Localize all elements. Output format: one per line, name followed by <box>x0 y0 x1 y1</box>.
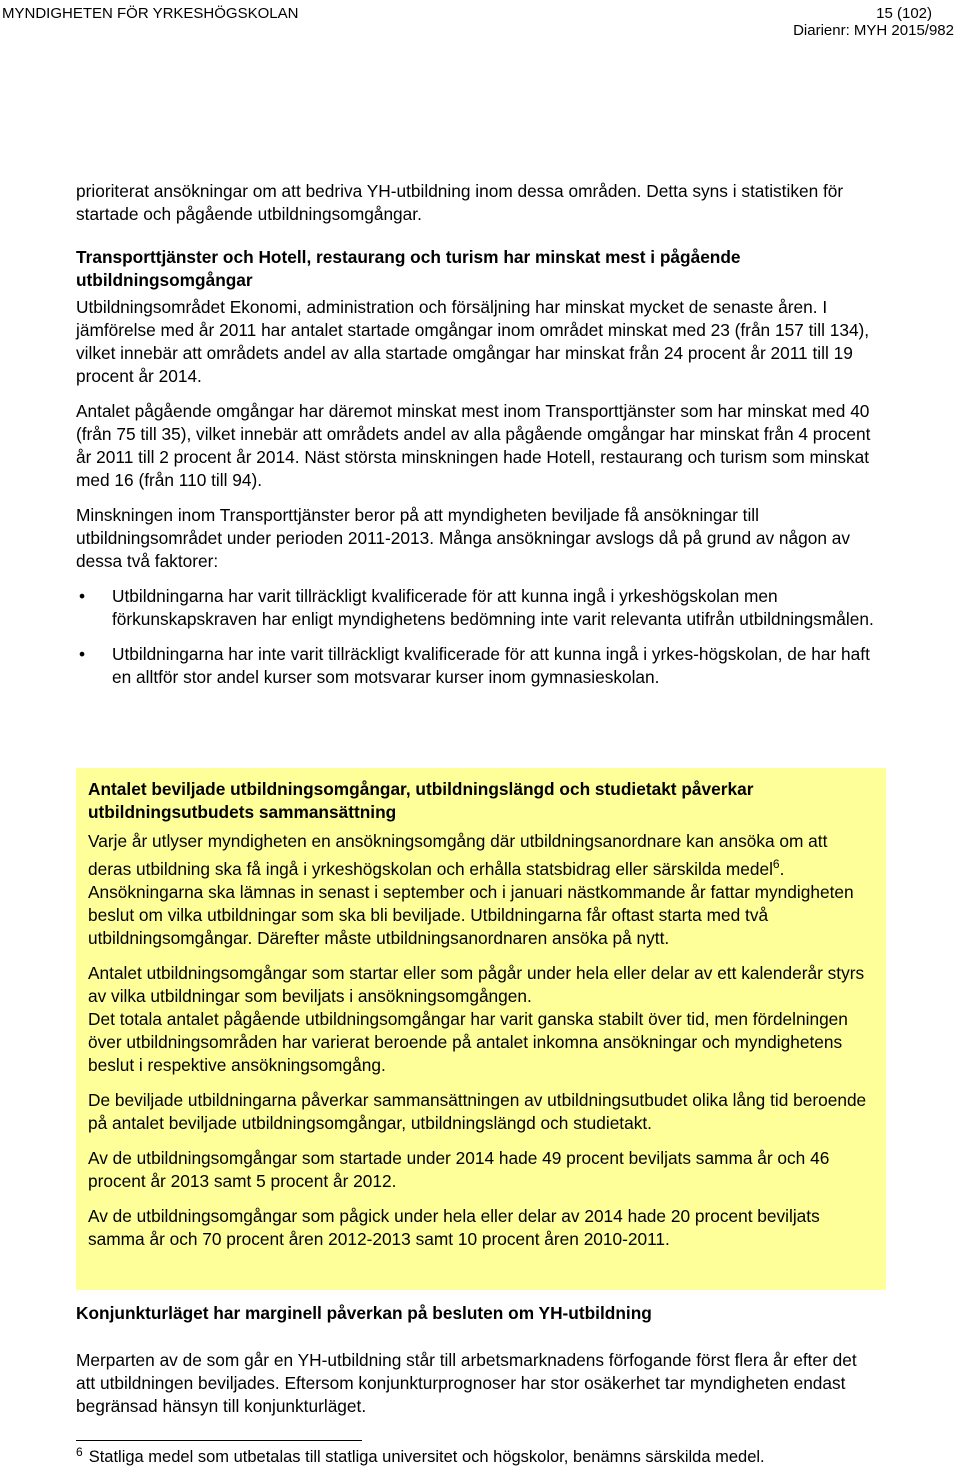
bullet-icon: • <box>79 586 86 606</box>
paragraph-transport: Antalet pågående omgångar har däremot minskat mest inom Transporttjänster som har minskat med 40 (från 75 till 35), vilket innebär att områdets andel av alla pågående omgångar har minskat från 4 procent år 2011 till 2 procent år 2014. Näst största minskningen hade Hotell, restaurang och turism som minskat med 16 (från 110 till 94). <box>76 401 871 490</box>
list-item-text: Utbildningarna har inte varit tillräckligt kvalificerade för att kunna ingå i yrkes-högskolan, de har haft en alltför stor andel kurser som motsvarar kurser inom gymnasieskolan. <box>112 644 870 687</box>
main-text <box>76 180 876 689</box>
factor-list <box>76 585 876 689</box>
fact-box-paragraph: De beviljade utbildningarna påverkar sammansättningen av utbildningsutbudet olika lång tid beroende på antalet beviljade utbildningsomgångar, utbildningslängd och studietakt. <box>88 1089 867 1133</box>
footnote-reference: 6 <box>772 857 780 871</box>
fact-box-paragraph: Det totala antalet pågående utbildningsomgångar har varit ganska stabilt över tid, men fördelningen över utbildningsområden har varierat beroende på antalet inkomna ansökningar och myndighetens beslut i respektive ansökningsomgång. <box>88 1008 848 1075</box>
list-item <box>76 643 876 689</box>
fact-box-paragraph: Antalet utbildningsomgångar som startar eller som pågår under hela eller delar av ett kalenderår styrs av vilka utbildningar som beviljats i ansökningsomgången. <box>88 962 865 1006</box>
header-page-number: 15 (102) <box>876 5 932 22</box>
section-heading-konjunktur: Konjunkturläget har marginell påverkan på besluten om YH-utbildning <box>76 1303 652 1323</box>
fact-box-text: . Ansökningarna ska lämnas in senast i september och i januari nästkommande år fattar myndigheten beslut om vilka utbildningar som ska bli beviljade. Utbildningarna får oftast starta med två utbildningsomgångar. Därefter måste utbildningsanordnaren ansöka på nytt. <box>88 858 854 948</box>
fact-box-text: Varje år utlyser myndigheten en ansökningsomgång där utbildningsanordnare kan ansöka om att deras utbildning ska få ingå i yrkeshögskolan och erhålla statsbidrag eller särskilda medel <box>88 831 828 879</box>
header-diary-number: Diarienr: MYH 2015/982 <box>793 22 954 39</box>
header-organization: MYNDIGHETEN FÖR YRKESHÖGSKOLAN <box>2 5 299 22</box>
fact-box-paragraph <box>88 830 874 950</box>
paragraph-konjunktur: Merparten av de som går en YH-utbildning står till arbetsmarknadens förfogande först flera år efter det att utbildningen beviljades. Eftersom konjunkturprognoser har stor osäkerhet tar myndigheten endast begränsad hänsyn till konjunkturläget. <box>76 1350 857 1416</box>
paragraph-ekonomi: Utbildningsområdet Ekonomi, administration och försäljning har minskat mycket de senaste åren. I jämförelse med år 2011 har antalet startade omgångar inom området minskat med 23 (från 157 till 134), vilket innebär att områdets andel av alla startade omgångar har minskat från 24 procent år 2011 till 19 procent år 2014. <box>76 297 870 386</box>
intro-paragraph: prioriterat ansökningar om att bedriva YH-utbildning inom dessa områden. Detta syns i statistiken för startade och pågående utbildningsomgångar. <box>76 181 844 224</box>
section-heading-transport: Transporttjänster och Hotell, restaurang och turism har minskat mest i pågående utbildningsomgångar <box>76 247 741 290</box>
paragraph-minskning: Minskningen inom Transporttjänster beror på att myndigheten beviljade få ansökningar till utbildningsområdet under perioden 2011-2013. Många ansökningar avslogs då på grund av någon av dessa två faktorer: <box>76 505 851 571</box>
fact-box-paragraph: Av de utbildningsomgångar som pågick under hela eller delar av 2014 hade 20 procent beviljats samma år och 70 procent åren 2012-2013 samt 10 procent åren 2010-2011. <box>88 1205 820 1249</box>
fact-box <box>76 768 886 1290</box>
footnote-number: 6 <box>76 1445 83 1459</box>
footnote-divider <box>76 1440 362 1441</box>
list-item <box>76 585 876 631</box>
fact-box-paragraph: Av de utbildningsomgångar som startade under 2014 hade 49 procent beviljats samma år och 46 procent år 2013 samt 5 procent år 2012. <box>88 1147 830 1191</box>
fact-box-heading: Antalet beviljade utbildningsomgångar, utbildningslängd och studietakt påverkar utbildningsutbudets sammansättning <box>88 779 754 822</box>
footnote <box>76 1442 765 1467</box>
bullet-icon: • <box>79 644 86 664</box>
closing-section <box>76 1302 876 1418</box>
list-item-text: Utbildningarna har varit tillräckligt kvalificerade för att kunna ingå i yrkeshögskolan men förkunskapskraven har enligt myndighetens bedömning inte varit relevanta utifrån utbildningsmålen. <box>112 586 874 629</box>
footnote-text: Statliga medel som utbetalas till statliga universitet och högskolor, benämns särskilda medel. <box>88 1448 765 1466</box>
